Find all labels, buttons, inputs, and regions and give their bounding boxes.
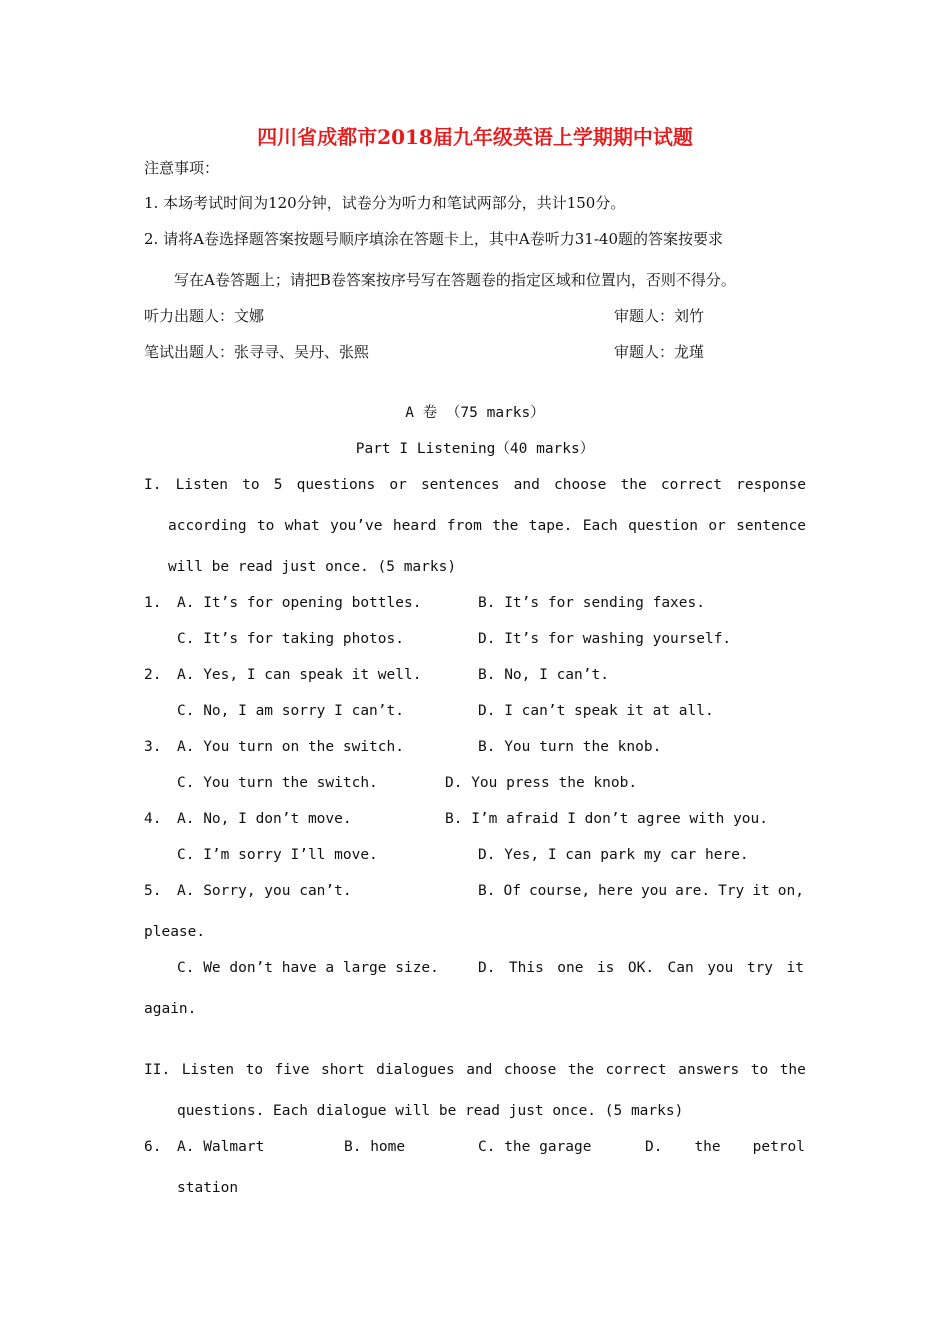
option-word: the: [694, 1139, 721, 1155]
instruction-1-line-2: [168, 516, 806, 536]
option-word: D.: [478, 960, 496, 976]
instruction-word: the: [567, 1062, 595, 1078]
question-number: 1.: [144, 595, 162, 611]
question-number: 5.: [144, 883, 162, 899]
listening-reviewer: 审题人：刘竹: [614, 307, 705, 325]
option-word: course,: [528, 883, 591, 899]
option-word: it: [752, 883, 770, 899]
question-number: 6.: [144, 1139, 162, 1155]
instruction-word: choose: [503, 1062, 557, 1078]
option-d: D. It’s for washing yourself.: [478, 631, 732, 647]
option-d-continued: again.: [144, 1001, 197, 1017]
instruction-word: according: [168, 518, 247, 534]
option-b: B. It’s for sending faxes.: [478, 595, 705, 611]
question-number: 2.: [144, 667, 162, 683]
instruction-2-line-2: questions. Each dialogue will be read just once. (5 marks): [177, 1103, 684, 1119]
section-heading: A 卷 （75 marks）: [405, 405, 545, 421]
option-word: you: [707, 960, 734, 976]
option-word: you: [640, 883, 668, 899]
option-word: petrol: [752, 1139, 805, 1155]
option-word: B.: [478, 883, 496, 899]
instruction-1-line-1: [144, 475, 806, 495]
option-word: it: [786, 960, 804, 976]
instruction-word: choose: [554, 477, 607, 493]
instruction-word: I.: [144, 477, 162, 493]
part-heading: Part I Listening（40 marks）: [355, 441, 595, 457]
instruction-word: the: [620, 477, 647, 493]
instruction-word: Listen: [181, 1062, 235, 1078]
instruction-word: five: [274, 1062, 310, 1078]
option-b: B. No, I can’t.: [478, 667, 609, 683]
option-word: one: [557, 960, 584, 976]
option-c: C. the garage: [478, 1139, 592, 1155]
instruction-word: heard: [392, 518, 437, 534]
option-b: B. I’m afraid I don’t agree with you.: [445, 811, 769, 827]
instruction-word: and: [466, 1062, 493, 1078]
instruction-word: Listen: [175, 477, 228, 493]
instruction-word: what: [284, 518, 320, 534]
instruction-word: to: [256, 518, 275, 534]
instruction-word: to: [242, 477, 260, 493]
instruction-word: or: [389, 477, 407, 493]
option-word: on,: [777, 883, 804, 899]
option-b: B. You turn the knob.: [478, 739, 662, 755]
page-title: 四川省成都市2018届九年级英语上学期期中试题: [257, 125, 693, 149]
option-a: A. It’s for opening bottles.: [177, 595, 422, 611]
instruction-word: 5: [273, 477, 283, 493]
option-c: C. We don’t have a large size.: [177, 960, 439, 976]
instruction-word: question: [628, 518, 698, 534]
option-b: B. home: [344, 1139, 406, 1155]
option-c: C. I’m sorry I’ll move.: [177, 847, 378, 863]
option-a: A. You turn on the switch.: [177, 739, 404, 755]
option-word: is: [596, 960, 615, 976]
option-b: [478, 881, 804, 901]
instruction-2-line-1: [144, 1060, 806, 1080]
option-d-continued: station: [177, 1180, 239, 1196]
instruction-word: sentence: [736, 518, 806, 534]
instruction-word: the: [492, 518, 519, 534]
instruction-word: dialogues: [376, 1062, 455, 1078]
option-word: OK.: [627, 960, 655, 976]
note-2-continued: 写在A卷答题上；请把B卷答案按序号写在答题卷的指定区域和位置内，否则不得分。: [174, 271, 736, 289]
option-d: D. Yes, I can park my car here.: [478, 847, 749, 863]
notes-header: 注意事项：: [144, 159, 220, 177]
option-word: are.: [675, 883, 711, 899]
instruction-word: to: [245, 1062, 264, 1078]
option-d: [478, 958, 804, 978]
option-a: A. Sorry, you can’t.: [177, 883, 352, 899]
instruction-word: to: [750, 1062, 769, 1078]
option-c: C. It’s for taking photos.: [177, 631, 404, 647]
instruction-word: and: [513, 477, 540, 493]
option-word: try: [746, 960, 774, 976]
instruction-word: or: [708, 518, 726, 534]
instruction-word: Each: [582, 518, 618, 534]
instruction-word: correct: [660, 477, 722, 493]
option-b-continued: please.: [144, 924, 206, 940]
option-word: Try: [718, 883, 745, 899]
instruction-word: tape.: [528, 518, 573, 534]
instruction-word: the: [779, 1062, 806, 1078]
option-c: C. You turn the switch.: [177, 775, 378, 791]
question-number: 4.: [144, 811, 162, 827]
note-2: 2. 请将A卷选择题答案按题号顺序填涂在答题卡上，其中A卷听力31-40题的答案按要求: [144, 230, 723, 248]
option-d: [645, 1137, 805, 1157]
option-d: D. I can’t speak it at all.: [478, 703, 714, 719]
option-a: A. No, I don’t move.: [177, 811, 352, 827]
written-author: 笔试出题人：张寻寻、吴丹、张熙: [144, 343, 370, 361]
listening-author: 听力出题人：文娜: [144, 307, 265, 325]
note-1: 1. 本场考试时间为120分钟，试卷分为听力和笔试两部分，共计150分。: [144, 194, 626, 212]
option-a: A. Yes, I can speak it well.: [177, 667, 422, 683]
instruction-word: sentences: [420, 477, 500, 493]
option-a: A. Walmart: [177, 1139, 265, 1155]
instruction-word: II.: [144, 1062, 171, 1078]
option-word: D.: [645, 1139, 663, 1155]
instruction-word: response: [736, 477, 806, 493]
option-word: Of: [503, 883, 521, 899]
instruction-word: you’ve: [330, 518, 383, 534]
option-word: here: [598, 883, 633, 899]
option-d: D. You press the knob.: [445, 775, 638, 791]
question-number: 3.: [144, 739, 162, 755]
instruction-word: answers: [678, 1062, 740, 1078]
option-c: C. No, I am sorry I can’t.: [177, 703, 404, 719]
instruction-1-line-3: will be read just once. (5 marks): [168, 559, 457, 575]
instruction-word: from: [446, 518, 482, 534]
option-word: Can: [667, 960, 694, 976]
instruction-word: questions: [296, 477, 376, 493]
option-word: This: [508, 960, 544, 976]
instruction-word: correct: [605, 1062, 667, 1078]
written-reviewer: 审题人：龙瑾: [614, 343, 705, 361]
instruction-word: short: [320, 1062, 365, 1078]
